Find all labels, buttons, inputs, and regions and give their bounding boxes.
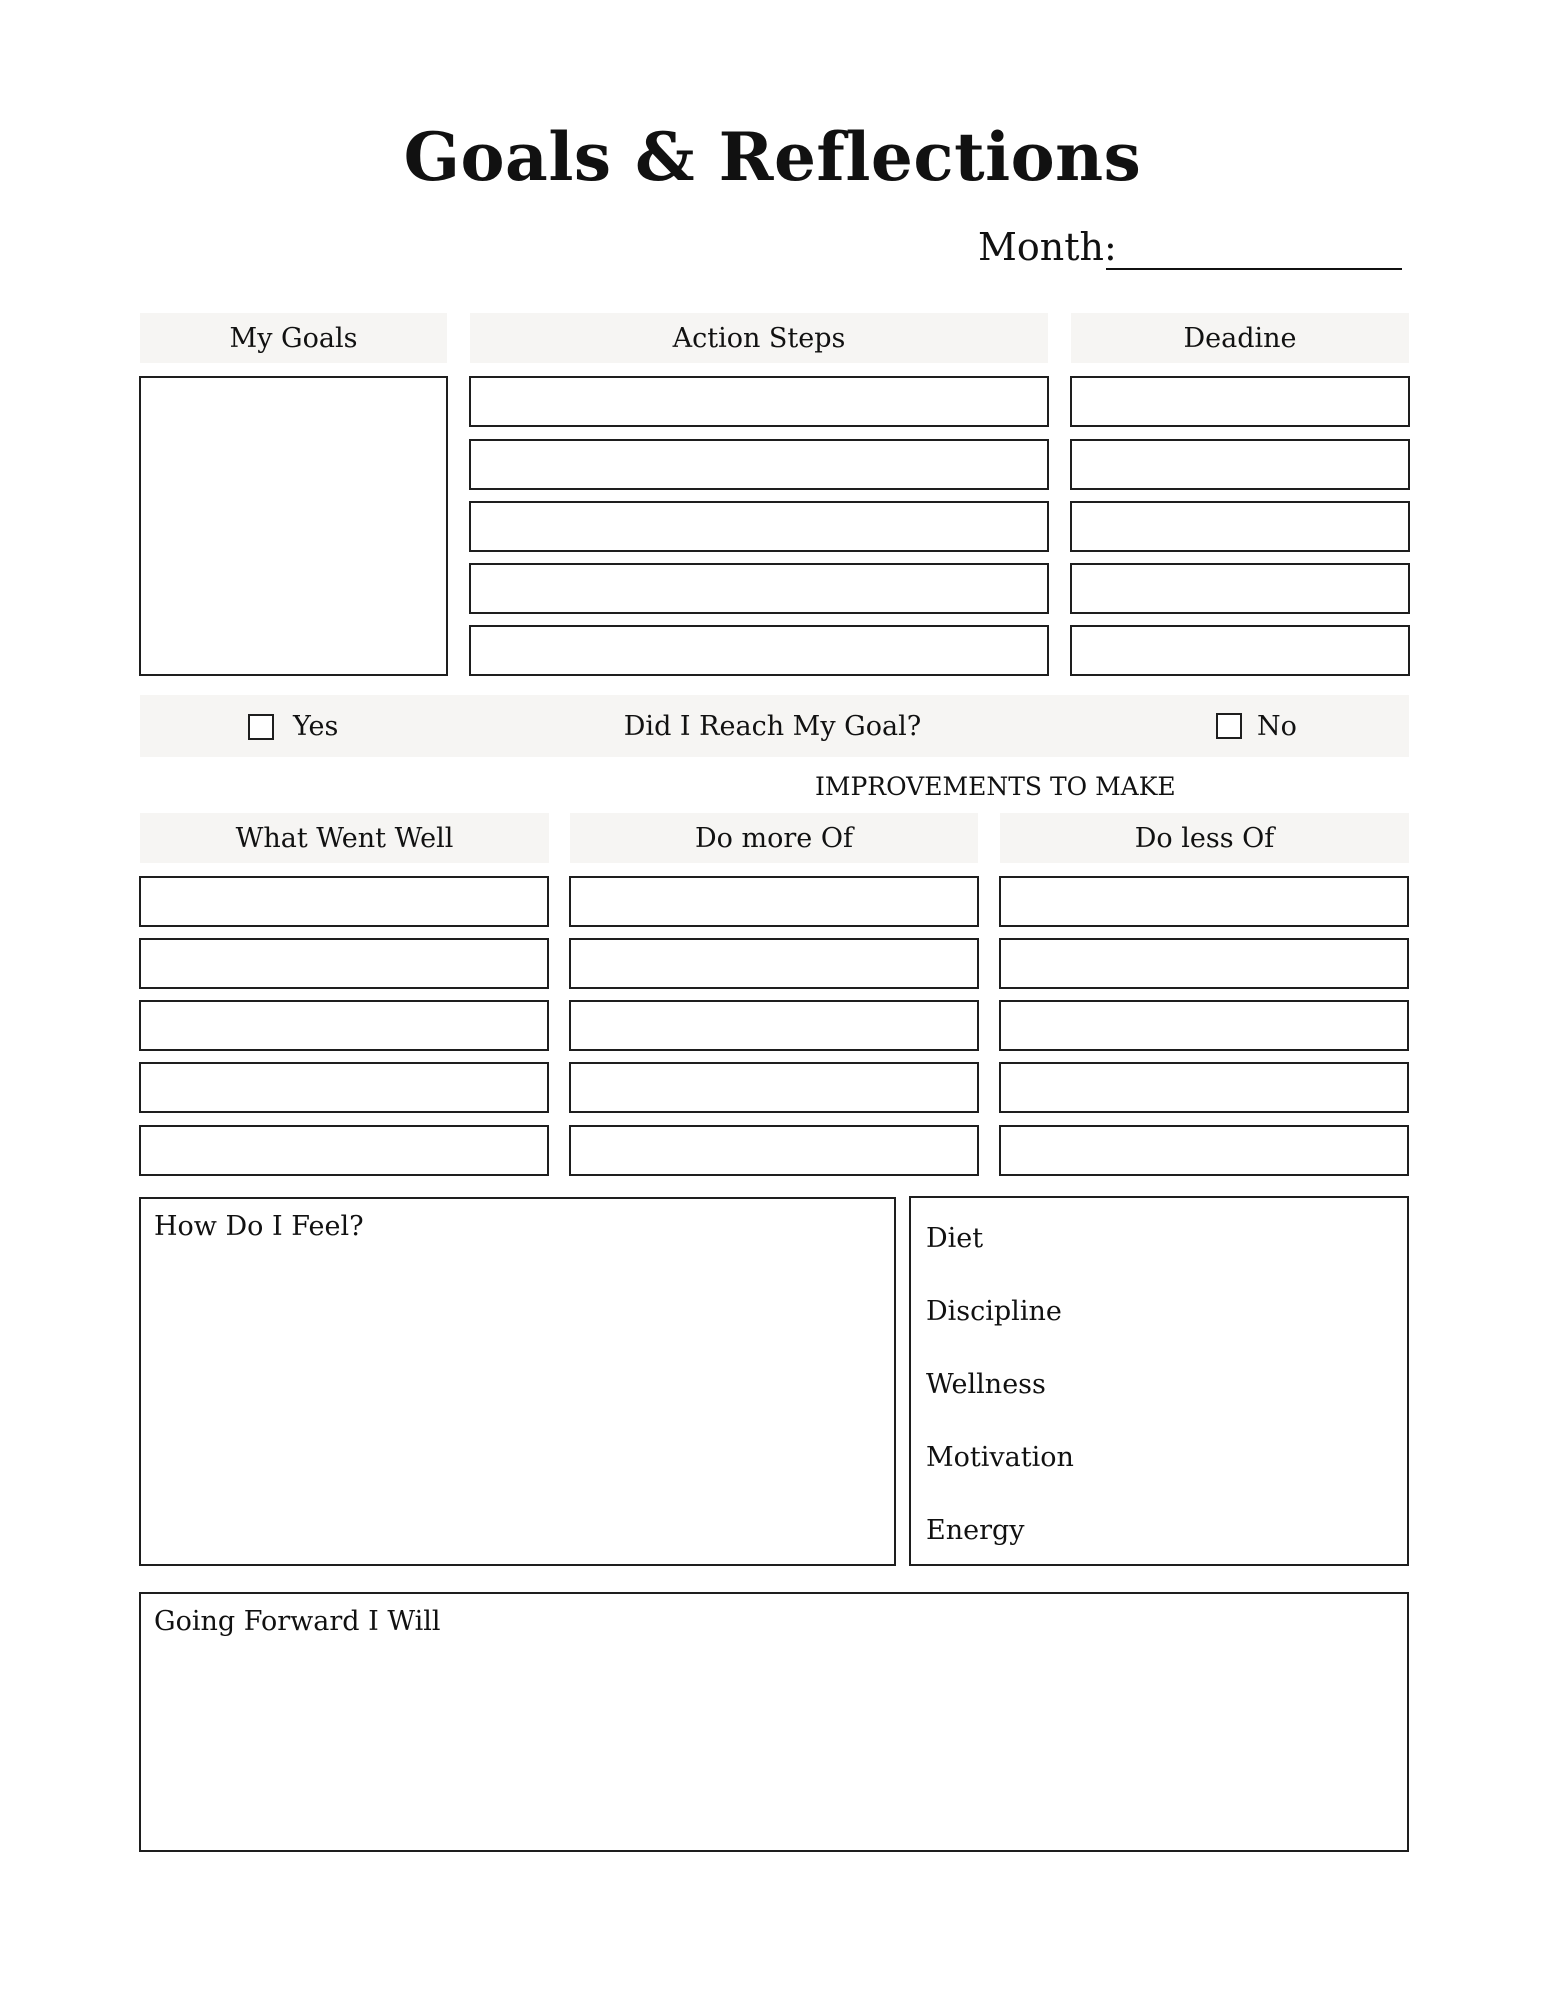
do-less-field[interactable] — [999, 1125, 1409, 1176]
action-step-field[interactable] — [469, 376, 1049, 427]
ratings-box[interactable] — [909, 1196, 1409, 1566]
improvements-heading: IMPROVEMENTS TO MAKE — [815, 772, 1176, 801]
went-well-field[interactable] — [139, 1000, 549, 1051]
do-more-field[interactable] — [569, 876, 979, 927]
deadline-field[interactable] — [1070, 563, 1410, 614]
goal-question: Did I Reach My Goal? — [623, 711, 922, 742]
went-well-field[interactable] — [139, 1125, 549, 1176]
feel-box-title: How Do I Feel? — [154, 1211, 364, 1242]
went-well-header: What Went Well — [140, 813, 549, 863]
do-more-field[interactable] — [569, 1062, 979, 1113]
deadline-field[interactable] — [1070, 439, 1410, 490]
do-less-header: Do less Of — [1000, 813, 1409, 863]
do-more-header: Do more Of — [570, 813, 978, 863]
going-forward-box[interactable] — [139, 1592, 1409, 1852]
yes-label: Yes — [293, 711, 339, 742]
no-label: No — [1257, 711, 1297, 742]
rating-discipline: Discipline — [926, 1296, 1062, 1327]
my-goals-header: My Goals — [140, 313, 447, 363]
month-input-line[interactable] — [1106, 268, 1402, 270]
no-checkbox[interactable] — [1216, 713, 1242, 739]
deadline-header: Deadine — [1071, 313, 1409, 363]
deadline-field[interactable] — [1070, 376, 1410, 427]
my-goals-box[interactable] — [139, 376, 448, 676]
do-less-field[interactable] — [999, 876, 1409, 927]
rating-wellness: Wellness — [926, 1369, 1046, 1400]
going-forward-title: Going Forward I Will — [154, 1606, 441, 1637]
went-well-field[interactable] — [139, 938, 549, 989]
action-step-field[interactable] — [469, 625, 1049, 676]
page-title: Goals & Reflections — [403, 118, 1142, 196]
went-well-field[interactable] — [139, 876, 549, 927]
do-less-field[interactable] — [999, 1062, 1409, 1113]
month-label: Month: — [978, 225, 1117, 269]
feel-box[interactable] — [139, 1197, 896, 1566]
action-steps-header: Action Steps — [470, 313, 1048, 363]
action-step-field[interactable] — [469, 501, 1049, 552]
action-step-field[interactable] — [469, 439, 1049, 490]
deadline-field[interactable] — [1070, 501, 1410, 552]
do-less-field[interactable] — [999, 1000, 1409, 1051]
rating-diet: Diet — [926, 1223, 984, 1254]
action-step-field[interactable] — [469, 563, 1049, 614]
do-more-field[interactable] — [569, 1125, 979, 1176]
went-well-field[interactable] — [139, 1062, 549, 1113]
do-more-field[interactable] — [569, 938, 979, 989]
rating-energy: Energy — [926, 1515, 1025, 1546]
do-more-field[interactable] — [569, 1000, 979, 1051]
do-less-field[interactable] — [999, 938, 1409, 989]
deadline-field[interactable] — [1070, 625, 1410, 676]
rating-motivation: Motivation — [926, 1442, 1074, 1473]
